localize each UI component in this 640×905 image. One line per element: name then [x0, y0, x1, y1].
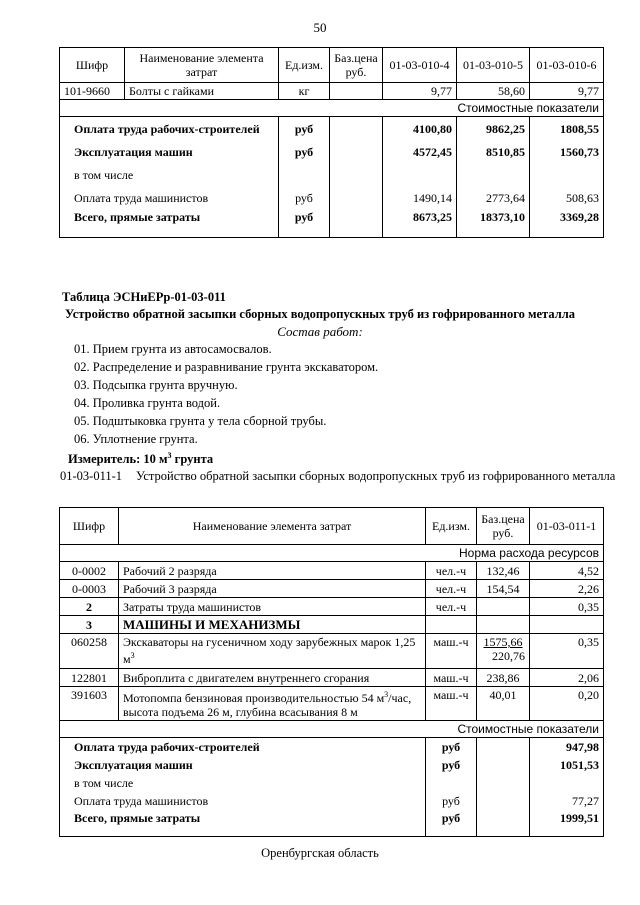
table-row [60, 598, 604, 616]
list-item: 06. Уплотнение грунта. [74, 432, 198, 446]
summary-empty [477, 810, 530, 837]
cell-name: Затраты труда машинистов [119, 598, 426, 616]
header-name: Наименование элемента затрат [125, 48, 279, 83]
cell-price [477, 598, 530, 616]
summary-value-3: 508,63 [530, 186, 604, 209]
header-unit: Ед.изм. [279, 48, 330, 83]
code-line [60, 468, 616, 502]
summary-row [60, 117, 604, 141]
cell-value-1: 9,77 [383, 83, 457, 100]
cell-value: 2,26 [530, 580, 604, 598]
cell-code: 2 [60, 598, 119, 616]
summary-value-1: 4572,45 [383, 140, 457, 163]
header-col-3: 01-03-010-6 [530, 48, 604, 83]
header-unit: Ед.изм. [426, 508, 477, 545]
summary-value-1 [383, 163, 457, 186]
summary-row [60, 186, 604, 209]
summary-value-3 [530, 163, 604, 186]
summary-value-1: 1490,14 [383, 186, 457, 209]
summary-empty [330, 186, 383, 209]
table-header-row [60, 48, 604, 83]
cost-label: Стоимостные показатели [60, 100, 604, 117]
cell-name: Болты с гайками [125, 83, 279, 100]
summary-value: 77,27 [530, 792, 604, 810]
cell-unit: маш.-ч [426, 669, 477, 687]
summary-row [60, 792, 604, 810]
summary-empty [477, 792, 530, 810]
cell-price: 238,86 [477, 669, 530, 687]
summary-unit: руб [426, 792, 477, 810]
summary-unit: руб [279, 186, 330, 209]
cell-name-tail: /час, высота подъема 26 м, глубина всасывания 8 м [123, 691, 412, 719]
table-subtitle: Устройство обратной засыпки сборных водопропускных труб из гофрированного металла [64, 307, 575, 321]
cell-name: Рабочий 2 разряда [119, 562, 426, 580]
bottom-cost-table [59, 507, 604, 837]
cell-name [119, 687, 426, 721]
header-code: Шифр [60, 508, 119, 545]
code-number: 01-03-011-1 [60, 469, 123, 483]
cell-code: 0-0003 [60, 580, 119, 598]
cell-value: 0,20 [530, 687, 604, 721]
summary-row [60, 163, 604, 186]
summary-unit: руб [426, 738, 477, 757]
cell-name: Виброплита с двигателем внутреннего сгорания [119, 669, 426, 687]
meter-text: Измеритель: 10 м [68, 452, 168, 467]
summary-value-3: 1560,73 [530, 140, 604, 163]
meter-sup: 3 [167, 451, 172, 460]
header-col-1: 01-03-011-1 [530, 508, 604, 545]
works-list [74, 340, 378, 448]
summary-row [60, 209, 604, 238]
summary-name: Эксплуатация машин [60, 756, 426, 774]
cell-value: 2,06 [530, 669, 604, 687]
cell-value: 0,35 [530, 598, 604, 616]
cell-price-secondary: 220,76 [492, 649, 525, 663]
summary-row [60, 774, 604, 792]
header-name: Наименование элемента затрат [119, 508, 426, 545]
summary-value: 1999,51 [530, 810, 604, 837]
cost-label-row [60, 100, 604, 117]
cell-name: Рабочий 3 разряда [119, 580, 426, 598]
table-row [60, 634, 604, 669]
header-price: Баз.цена руб. [330, 48, 383, 83]
cell-value-3: 9,77 [530, 83, 604, 100]
header-col-2: 01-03-010-5 [457, 48, 530, 83]
norm-label: Норма расхода ресурсов [60, 545, 604, 562]
cell-price [477, 616, 530, 634]
cell-unit: чел.-ч [426, 562, 477, 580]
summary-row [60, 140, 604, 163]
summary-value: 947,98 [530, 738, 604, 757]
footer-region: Оренбургская область [261, 846, 379, 860]
summary-empty [330, 140, 383, 163]
summary-empty [477, 756, 530, 774]
page-number: 50 [313, 20, 327, 35]
cell-code: 060258 [60, 634, 119, 669]
cell-value: 4,52 [530, 562, 604, 580]
summary-value-1: 8673,25 [383, 209, 457, 238]
summary-unit: руб [279, 140, 330, 163]
cell-price: 132,46 [477, 562, 530, 580]
cell-code: 101-9660 [60, 83, 125, 100]
cell-unit: чел.-ч [426, 598, 477, 616]
table-row [60, 562, 604, 580]
cost-label-row [60, 721, 604, 738]
summary-name: Оплата труда машинистов [60, 186, 279, 209]
summary-empty [330, 209, 383, 238]
cell-value-2: 58,60 [457, 83, 530, 100]
table-row [60, 580, 604, 598]
table-row [60, 687, 604, 721]
list-item: 01. Прием грунта из автосамосвалов. [74, 342, 272, 356]
cell-name-sup: 3 [384, 690, 389, 699]
composition-label: Состав работ: [277, 324, 363, 339]
table-row [60, 669, 604, 687]
summary-value-2 [457, 163, 530, 186]
machines-title: МАШИНЫ И МЕХАНИЗМЫ [119, 616, 426, 634]
top-cost-table [59, 47, 604, 238]
summary-value: 1051,53 [530, 756, 604, 774]
summary-row [60, 810, 604, 837]
norm-label-row [60, 545, 604, 562]
summary-unit [426, 774, 477, 792]
machines-code: 3 [60, 616, 119, 634]
cell-name-text: Экскаваторы на гусеничном ходу зарубежных марок 1,25 м [123, 635, 416, 666]
summary-name: Оплата труда рабочих-строителей [60, 738, 426, 757]
cell-code: 391603 [60, 687, 119, 721]
cell-unit: чел.-ч [426, 580, 477, 598]
cell-price [477, 634, 530, 669]
cell-value: 0,35 [530, 634, 604, 669]
cell-unit: маш.-ч [426, 687, 477, 721]
summary-unit [279, 163, 330, 186]
list-item: 05. Подштыковка грунта у тела сборной трубы. [74, 414, 327, 428]
cell-unit: кг [279, 83, 330, 100]
cell-price: 154,54 [477, 580, 530, 598]
summary-name: Оплата труда рабочих-строителей [60, 117, 279, 141]
header-price: Баз.цена руб. [477, 508, 530, 545]
cell-price [330, 83, 383, 100]
summary-name: Всего, прямые затраты [60, 810, 426, 837]
cell-price: 40,01 [477, 687, 530, 721]
summary-name: в том числе [60, 163, 279, 186]
meter-label [68, 451, 213, 467]
summary-name: Всего, прямые затраты [60, 209, 279, 238]
header-col-1: 01-03-010-4 [383, 48, 457, 83]
summary-value-2: 9862,25 [457, 117, 530, 141]
list-item: 02. Распределение и разравнивание грунта экскаватором. [74, 360, 379, 374]
summary-name: Оплата труда машинистов [60, 792, 426, 810]
list-item: 03. Подсыпка грунта вручную. [74, 378, 238, 392]
summary-row [60, 756, 604, 774]
cell-code: 122801 [60, 669, 119, 687]
summary-unit: руб [279, 117, 330, 141]
summary-value-3: 1808,55 [530, 117, 604, 141]
cell-price-primary: 1575,66 [483, 635, 523, 649]
cost-label: Стоимостные показатели [60, 721, 604, 738]
summary-unit: руб [426, 756, 477, 774]
cell-name [119, 634, 426, 669]
summary-value-2: 8510,85 [457, 140, 530, 163]
list-item: 04. Проливка грунта водой. [74, 396, 221, 410]
cell-name-sup: 3 [130, 651, 135, 660]
cell-name-text: Мотопомпа бензиновая производительностью 54 м [123, 691, 385, 705]
summary-empty [477, 738, 530, 757]
header-code: Шифр [60, 48, 125, 83]
table-row [60, 83, 604, 100]
summary-value [530, 774, 604, 792]
summary-value-3: 3369,28 [530, 209, 604, 238]
summary-name: Эксплуатация машин [60, 140, 279, 163]
cell-unit [426, 616, 477, 634]
summary-unit: руб [426, 810, 477, 837]
summary-row [60, 738, 604, 757]
cell-unit: маш.-ч [426, 634, 477, 669]
cell-value [530, 616, 604, 634]
summary-value-1: 4100,80 [383, 117, 457, 141]
table-title: Таблица ЭСНиЕРр-01-03-011 [62, 290, 226, 304]
summary-name: в том числе [60, 774, 426, 792]
table-header-row [60, 508, 604, 545]
summary-value-2: 18373,10 [457, 209, 530, 238]
code-description: Устройство обратной засыпки сборных водопропускных труб из гофрированного металла [136, 469, 616, 483]
summary-value-2: 2773,64 [457, 186, 530, 209]
summary-empty [477, 774, 530, 792]
summary-empty [330, 117, 383, 141]
summary-empty [330, 163, 383, 186]
machines-header-row [60, 616, 604, 634]
meter-tail: грунта [171, 452, 214, 467]
summary-unit: руб [279, 209, 330, 238]
cell-code: 0-0002 [60, 562, 119, 580]
